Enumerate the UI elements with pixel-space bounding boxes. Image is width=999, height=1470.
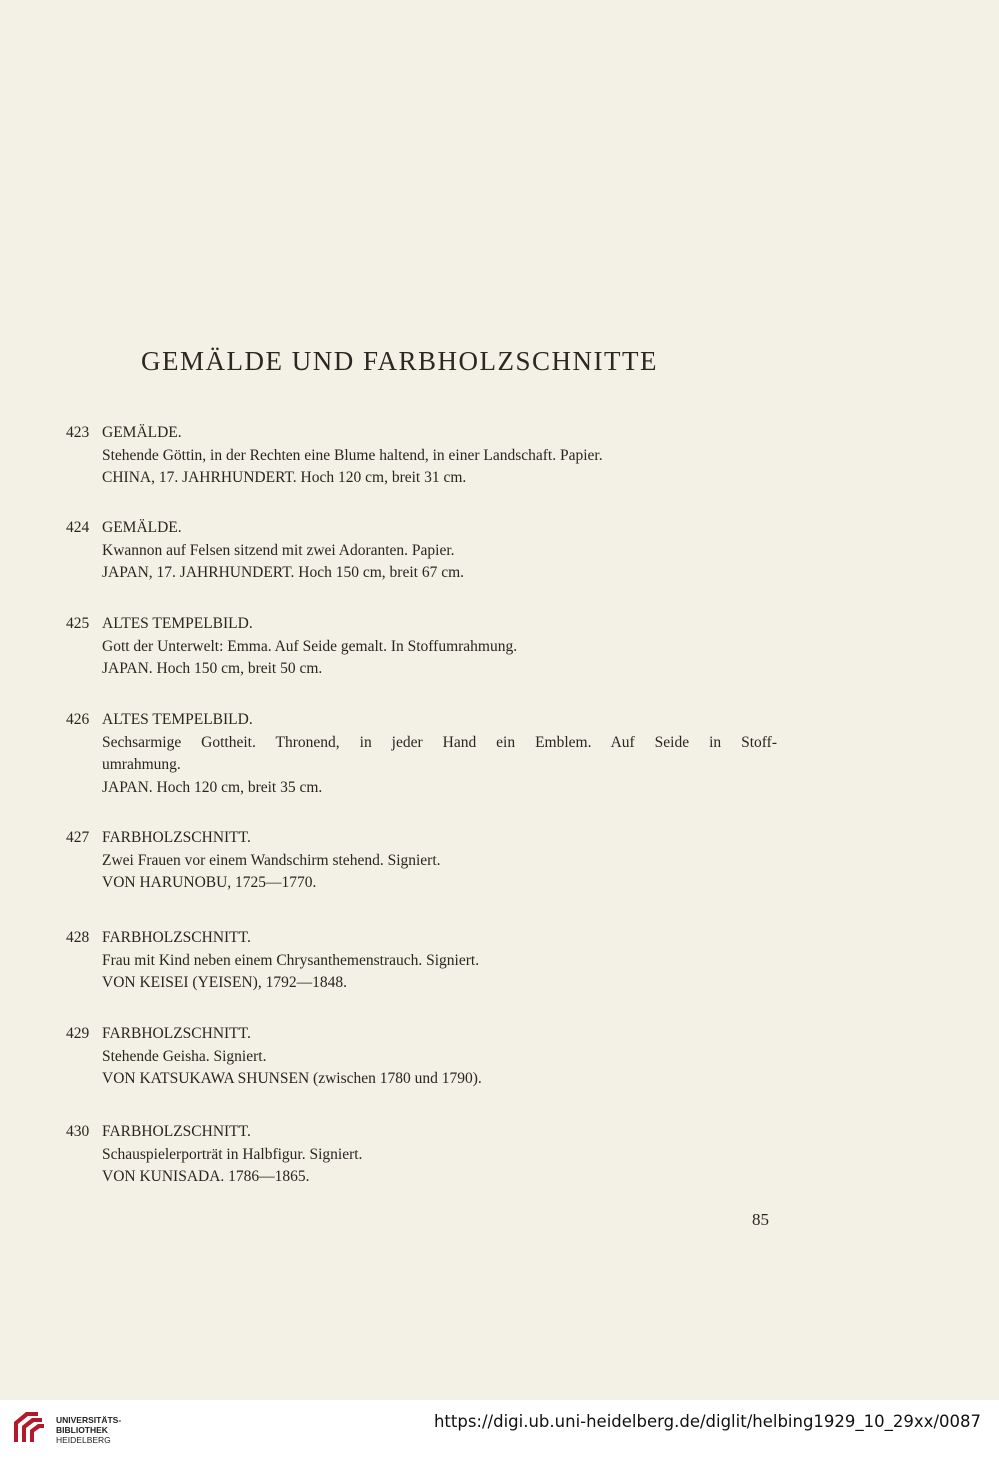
entry-origin: JAPAN. Hoch 150 cm, breit 50 cm. (102, 660, 323, 677)
entry-number: 430 (66, 1123, 90, 1140)
entry-title: FARBHOLZSCHNITT. (102, 929, 251, 946)
entry-description: Frau mit Kind neben einem Chrysanthemenstrauch. Signiert. (102, 951, 480, 969)
entry-origin: CHINA, 17. JAHRHUNDERT. Hoch 120 cm, breit 31 cm. (102, 469, 467, 486)
entry-title: ALTES TEMPELBILD. (102, 615, 253, 632)
page-number: 85 (752, 1210, 769, 1229)
entry-title: FARBHOLZSCHNITT. (102, 829, 251, 846)
entry-number: 426 (66, 711, 90, 728)
catalog-entry (66, 613, 786, 681)
entry-description-continued: umrahmung. (102, 756, 181, 773)
entry-origin: JAPAN, 17. JAHRHUNDERT. Hoch 150 cm, breit 67 cm. (102, 564, 465, 581)
viewer-footer (0, 1400, 999, 1470)
entry-title: FARBHOLZSCHNITT. (102, 1025, 251, 1042)
entry-number: 423 (66, 424, 90, 441)
entry-description: Zwei Frauen vor einem Wandschirm stehend. Signiert. (102, 851, 441, 869)
entry-description: Schauspielerporträt in Halbfigur. Signiert. (102, 1145, 363, 1163)
entry-origin: VON KATSUKAWA SHUNSEN (zwischen 1780 und 1790). (102, 1070, 482, 1087)
catalog-entry (66, 517, 786, 585)
entry-description: Sechsarmige Gottheit. Thronend, in jeder Hand ein Emblem. Auf Seide in Stoff- (102, 733, 777, 751)
document-url[interactable]: https://digi.ub.uni-heidelberg.de/diglit/helbing1929_10_29xx/0087 (433, 1412, 981, 1431)
university-library-logo-icon (8, 1408, 48, 1448)
catalog-entry (66, 709, 786, 799)
catalog-entry (66, 1121, 786, 1189)
entry-title: ALTES TEMPELBILD. (102, 711, 253, 728)
catalog-entry (66, 827, 786, 895)
entry-origin: JAPAN. Hoch 120 cm, breit 35 cm. (102, 778, 323, 796)
entry-number: 424 (66, 519, 90, 536)
library-name: UNIVERSITÄTS- BIBLIOTHEK HEIDELBERG (56, 1415, 122, 1445)
entry-description: Stehende Geisha. Signiert. (102, 1047, 267, 1065)
entry-origin: VON KUNISADA. 1786—1865. (102, 1168, 310, 1185)
entry-number: 425 (66, 615, 90, 632)
entry-origin: VON KEISEI (YEISEN), 1792—1848. (102, 974, 347, 991)
entry-description: Gott der Unterwelt: Emma. Auf Seide gemalt. In Stoffumrahmung. (102, 637, 518, 655)
catalog-entry (66, 422, 786, 490)
entry-description: Stehende Göttin, in der Rechten eine Blume haltend, in einer Landschaft. Papier. (102, 446, 603, 464)
section-heading: GEMÄLDE UND FARBHOLZSCHNITTE (141, 346, 658, 376)
entry-title: GEMÄLDE. (102, 519, 182, 536)
entry-description: Kwannon auf Felsen sitzend mit zwei Adoranten. Papier. (102, 541, 455, 559)
entry-number: 429 (66, 1025, 90, 1042)
catalog-entry (66, 927, 786, 995)
entry-title: FARBHOLZSCHNITT. (102, 1123, 251, 1140)
entry-number: 428 (66, 929, 90, 946)
catalog-entry (66, 1023, 786, 1091)
entry-title: GEMÄLDE. (102, 424, 182, 441)
entry-number: 427 (66, 829, 90, 846)
entry-origin: VON HARUNOBU, 1725—1770. (102, 874, 317, 891)
